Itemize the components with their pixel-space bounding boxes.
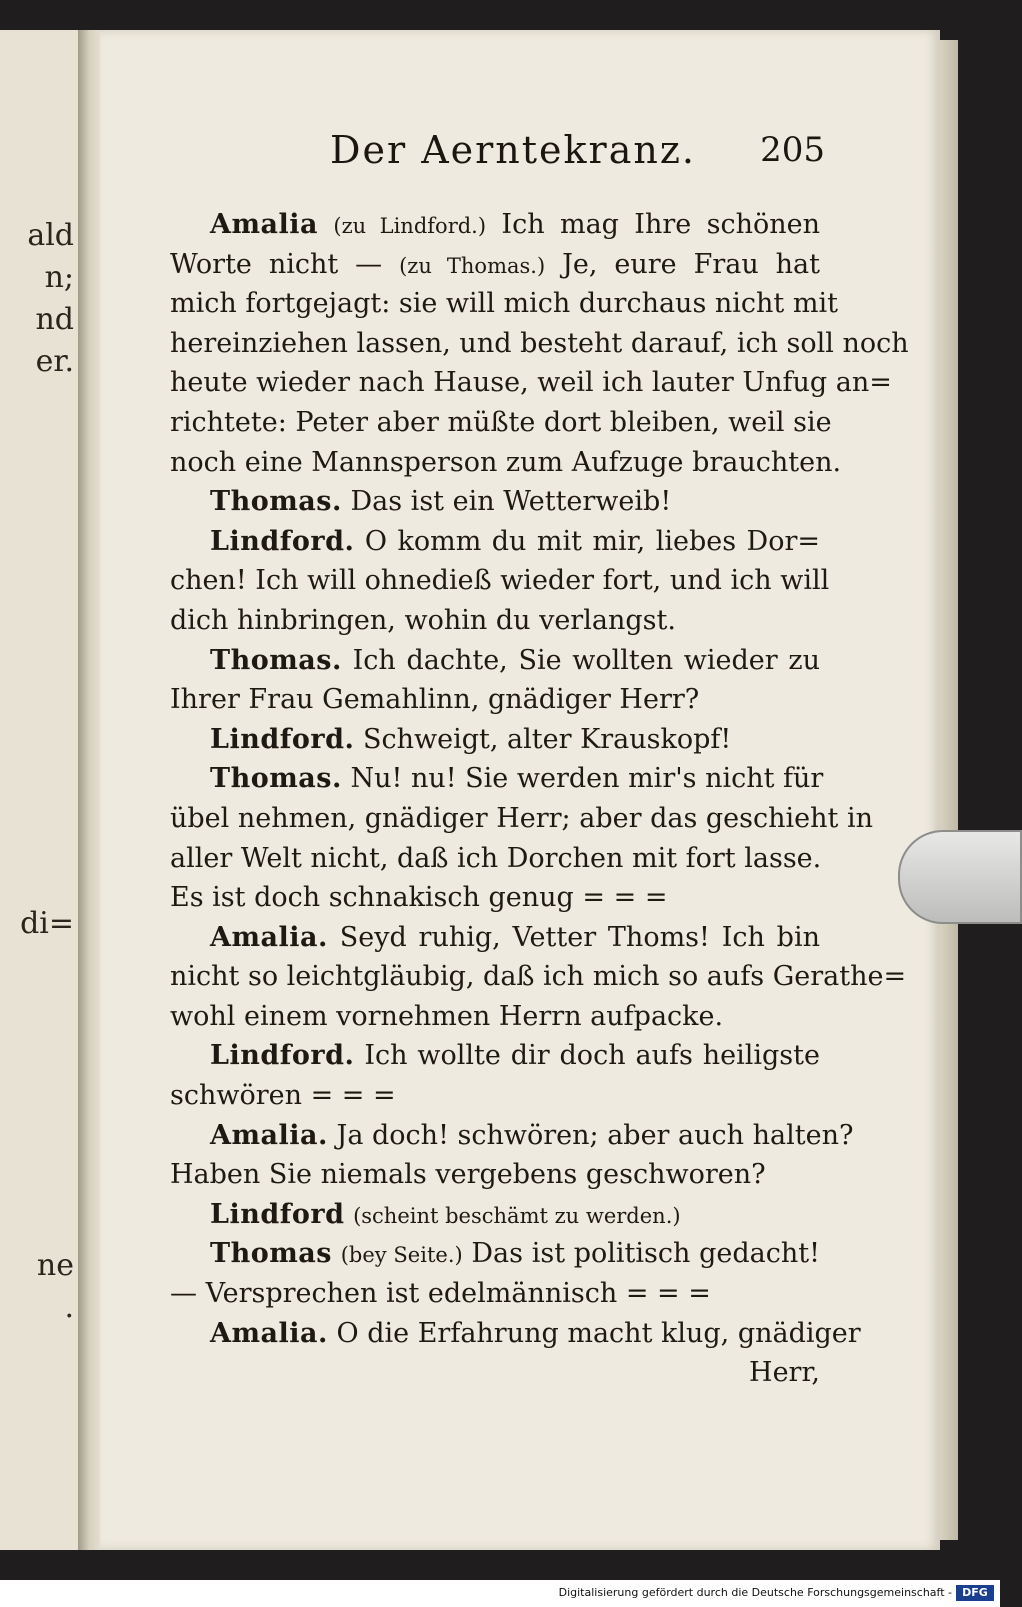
- left-fragment: ald: [27, 218, 74, 253]
- spacer: [20, 945, 74, 1245]
- speaker-name: Lindford: [210, 1198, 345, 1230]
- left-fragment: di=: [20, 906, 74, 941]
- line-text: Ja doch! schwören; aber auch halten?: [336, 1119, 854, 1151]
- text-line: noch eine Mannsperson zum Aufzuge brauchten.: [170, 446, 842, 478]
- running-title: Der Aerntekranz.: [330, 128, 696, 172]
- text-line: [170, 205, 820, 245]
- page-header: [330, 128, 825, 178]
- stage-direction: (bey Seite.): [340, 1243, 463, 1268]
- line-text: Schweigt, alter Krauskopf!: [362, 723, 732, 755]
- text-line: — Versprechen ist edelmännisch = = =: [170, 1278, 711, 1310]
- stage-direction: (zu Thomas.): [399, 253, 546, 278]
- left-fragment: n;: [44, 260, 74, 295]
- text-line: [170, 1195, 820, 1235]
- line-text: Ich wollte dir doch aufs heiligste: [364, 1040, 820, 1072]
- text-line: [170, 918, 820, 958]
- text-line: nicht so leichtgläubig, daß ich mich so aufs Gerathe=: [170, 961, 907, 993]
- text-line: [170, 482, 820, 522]
- text-line: [170, 720, 820, 760]
- text-line: hereinziehen lassen, und besteht darauf, ich soll noch: [170, 327, 909, 359]
- text-line: übel nehmen, gnädiger Herr; aber das geschieht in: [170, 802, 873, 834]
- text-line: [170, 1314, 861, 1354]
- line-text: Ich mag Ihre schönen: [501, 209, 820, 240]
- spacer: [20, 383, 74, 903]
- page-edge-stack: [940, 40, 958, 1540]
- footer-credit: Digitalisierung gefördert durch die Deutsche Forschungsgemeinschaft -: [558, 1586, 952, 1599]
- line-text: Das ist politisch gedacht!: [471, 1238, 820, 1270]
- speaker-name: Lindford.: [210, 525, 355, 557]
- footer-bar: [0, 1580, 1000, 1607]
- left-fragment: er.: [35, 344, 74, 379]
- left-fragment: .: [64, 1290, 74, 1325]
- text-line: dich hinbringen, wohin du verlangst.: [170, 604, 676, 636]
- speaker-name: Lindford.: [210, 723, 355, 755]
- left-fragment: nd: [35, 302, 74, 337]
- left-page-text-fragments: [20, 215, 74, 1329]
- page-body: [170, 205, 909, 1393]
- text-line: [170, 245, 820, 285]
- stage-direction: (scheint beschämt zu werden.): [353, 1203, 681, 1228]
- dfg-logo: DFG: [956, 1585, 994, 1601]
- text-line: [170, 1234, 820, 1274]
- text-line: [170, 1116, 854, 1156]
- speaker-name: Amalia: [210, 209, 319, 240]
- text-line: Ihrer Frau Gemahlinn, gnädiger Herr?: [170, 684, 700, 716]
- speaker-name: Thomas.: [210, 763, 342, 795]
- catchword: Herr,: [749, 1357, 820, 1389]
- line-text: Ich dachte, Sie wollten wieder zu: [352, 644, 820, 676]
- text-line: [170, 522, 820, 562]
- speaker-name: Thomas.: [210, 486, 342, 518]
- speaker-name: Amalia.: [210, 921, 328, 953]
- line-text: O die Erfahrung macht klug, gnädiger: [336, 1317, 861, 1349]
- line-text: Seyd ruhig, Vetter Thoms! Ich bin: [339, 921, 820, 953]
- line-text: Je, eure Frau hat: [562, 248, 820, 280]
- text-line: heute wieder nach Hause, weil ich lauter Unfug an=: [170, 367, 892, 399]
- line-text: Nu! nu! Sie werden mir's nicht für: [350, 763, 824, 795]
- text-line: Haben Sie niemals vergebens geschworen?: [170, 1159, 766, 1191]
- text-line: mich fortgejagt: sie will mich durchaus nicht mit: [170, 288, 838, 320]
- page-tab: [898, 830, 1022, 924]
- line-text: O komm du mit mir, liebes Dor=: [364, 525, 820, 557]
- left-fragment: ne: [36, 1248, 74, 1283]
- speaker-name: Lindford.: [210, 1040, 355, 1072]
- speaker-name: Thomas: [210, 1238, 332, 1270]
- speaker-name: Amalia.: [210, 1119, 328, 1151]
- text-line: chen! Ich will ohnedieß wieder fort, und ich will: [170, 565, 830, 597]
- line-text: Das ist ein Wetterweib!: [350, 486, 672, 518]
- stage-direction: (zu Lindford.): [333, 214, 487, 238]
- speaker-name: Thomas.: [210, 644, 342, 676]
- left-page-edge: [0, 30, 81, 1550]
- text-line: [170, 1036, 820, 1076]
- text-line: Es ist doch schnakisch genug = = =: [170, 882, 668, 914]
- text-line: [170, 759, 824, 799]
- text-line: aller Welt nicht, daß ich Dorchen mit fort lasse.: [170, 842, 822, 874]
- text-line: richtete: Peter aber müßte dort bleiben, weil sie: [170, 406, 832, 438]
- text-line: wohl einem vornehmen Herrn aufpacke.: [170, 1000, 724, 1032]
- text-line: schwören = = =: [170, 1080, 396, 1112]
- text-line: [170, 641, 820, 681]
- line-text: Worte nicht —: [170, 248, 383, 280]
- page-number: 205: [760, 130, 825, 170]
- speaker-name: Amalia.: [210, 1317, 328, 1349]
